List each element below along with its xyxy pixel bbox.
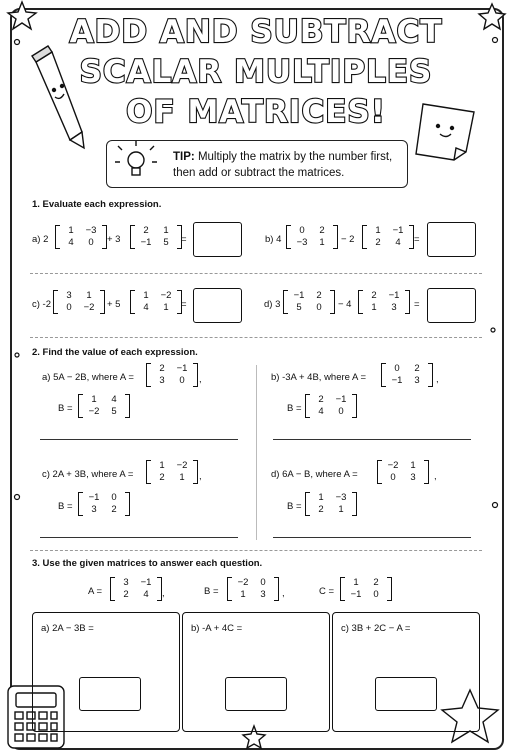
- bracket-right: [125, 394, 130, 418]
- matrix-b-label: B =: [204, 586, 219, 597]
- q1a-equals: =: [181, 234, 187, 245]
- bracket-right: [424, 460, 429, 484]
- q2c-expression: c) 2A + 3B, where A =: [42, 469, 134, 480]
- matrix-entry: 1: [338, 504, 344, 515]
- q1d-prefix: d) 3: [264, 299, 281, 310]
- matrix-entry: 1: [353, 577, 359, 588]
- answer-line[interactable]: [40, 537, 238, 538]
- matrix-entry: 0: [260, 577, 266, 588]
- bracket-right: [100, 290, 105, 314]
- matrix: [305, 394, 357, 418]
- q1c-equals: =: [181, 299, 187, 310]
- title-line-2: SCALAR MULTIPLES: [79, 54, 433, 90]
- matrix-entry: 4: [68, 237, 74, 248]
- matrix-entry: 0: [179, 375, 185, 386]
- q1b-op: − 2: [341, 234, 355, 245]
- matrix-entry: −2: [88, 406, 100, 417]
- matrix-entry: 2: [318, 504, 324, 515]
- matrix-entry: −1: [392, 225, 404, 236]
- bracket-left: [130, 225, 135, 249]
- q1d-op: − 4: [338, 299, 352, 310]
- divider: [30, 337, 482, 338]
- matrix-entry: 1: [375, 225, 381, 236]
- matrix-entry: 3: [414, 375, 420, 386]
- matrix-entry: 1: [163, 225, 169, 236]
- q2c-b-label: B =: [58, 501, 73, 512]
- matrix-entry: 2: [375, 237, 381, 248]
- bracket-right: [333, 225, 338, 249]
- matrix-entry: −2: [237, 577, 249, 588]
- bracket-left: [305, 492, 310, 516]
- bracket-right: [193, 460, 198, 484]
- answer-box[interactable]: [427, 288, 476, 323]
- matrix-entry: −2: [160, 290, 172, 301]
- matrix-entry: 3: [410, 472, 416, 483]
- comma: ,: [162, 588, 165, 599]
- q2a-expression: a) 5A − 2B, where A =: [42, 372, 134, 383]
- matrix-entry: 0: [299, 225, 305, 236]
- answer-box[interactable]: [79, 677, 141, 711]
- bracket-left: [146, 363, 151, 387]
- matrix-entry: 0: [373, 589, 379, 600]
- q2d-b-label: B =: [287, 501, 302, 512]
- matrix-entry: 2: [159, 472, 165, 483]
- matrix: [358, 290, 410, 314]
- matrix-entry: 0: [66, 302, 72, 313]
- matrix-entry: 1: [240, 589, 246, 600]
- matrix-entry: 0: [338, 406, 344, 417]
- question-card-a: [32, 612, 180, 732]
- matrix-entry: 4: [395, 237, 401, 248]
- matrix-entry: 3: [391, 302, 397, 313]
- answer-box[interactable]: [225, 677, 287, 711]
- matrix: [78, 394, 130, 418]
- q1b-prefix: b) 4: [265, 234, 282, 245]
- matrix: [130, 290, 182, 314]
- matrix-entry: 5: [296, 302, 302, 313]
- tip-text: [173, 149, 403, 181]
- matrix-entry: −1: [335, 394, 347, 405]
- bracket-left: [362, 225, 367, 249]
- matrix-entry: 1: [371, 302, 377, 313]
- matrix-a-label: A =: [88, 586, 102, 597]
- bracket-left: [146, 460, 151, 484]
- matrix-entry: −3: [335, 492, 347, 503]
- matrix-entry: 4: [143, 589, 149, 600]
- title-line-1: ADD AND SUBTRACT: [69, 14, 443, 50]
- bracket-left: [110, 577, 115, 601]
- question-card-c: [332, 612, 480, 732]
- matrix-entry: 3: [123, 577, 129, 588]
- matrix-entry: 2: [414, 363, 420, 374]
- q3b-label: b) -A + 4C =: [191, 623, 243, 634]
- matrix-entry: 4: [318, 406, 324, 417]
- matrix-entry: 1: [179, 472, 185, 483]
- matrix-entry: 1: [163, 302, 169, 313]
- q3a-label: a) 2A − 3B =: [41, 623, 94, 634]
- matrix-entry: 3: [66, 290, 72, 301]
- divider: [30, 273, 482, 274]
- bracket-right: [387, 577, 392, 601]
- column-divider: [256, 365, 257, 540]
- matrix-entry: 1: [143, 290, 149, 301]
- bracket-left: [78, 394, 83, 418]
- matrix-entry: 0: [111, 492, 117, 503]
- q1c-prefix: c) -2: [32, 299, 51, 310]
- matrix-entry: −1: [140, 237, 152, 248]
- bracket-left: [78, 492, 83, 516]
- matrix-entry: −1: [293, 290, 305, 301]
- tip-label: TIP:: [173, 151, 195, 163]
- matrix-entry: 3: [159, 375, 165, 386]
- matrix-entry: −1: [391, 375, 403, 386]
- q2d-expression: d) 6A − B, where A =: [271, 469, 358, 480]
- q2b-b-label: B =: [287, 403, 302, 414]
- q1a-prefix: a) 2: [32, 234, 49, 245]
- section-3-heading: 3. Use the given matrices to answer each question.: [32, 558, 263, 569]
- bracket-right: [405, 290, 410, 314]
- matrix-entry: 0: [390, 472, 396, 483]
- matrix-entry: 2: [316, 290, 322, 301]
- answer-line[interactable]: [40, 439, 238, 440]
- matrix-entry: −2: [176, 460, 188, 471]
- matrix-entry: −1: [388, 290, 400, 301]
- matrix-entry: 1: [159, 460, 165, 471]
- matrix: [381, 363, 433, 387]
- comma: ,: [436, 374, 439, 385]
- matrix-entry: 2: [159, 363, 165, 374]
- matrix: [377, 460, 429, 484]
- answer-box[interactable]: [193, 222, 242, 257]
- answer-box[interactable]: [193, 288, 242, 323]
- q2b-expression: b) -3A + 4B, where A =: [271, 372, 367, 383]
- title-line-3: OF MATRICES!: [126, 94, 386, 130]
- bracket-left: [377, 460, 382, 484]
- answer-box[interactable]: [427, 222, 476, 257]
- bracket-right: [352, 492, 357, 516]
- matrix-entry: 4: [143, 302, 149, 313]
- matrix: [227, 577, 279, 601]
- matrix-entry: 4: [111, 394, 117, 405]
- bracket-right: [428, 363, 433, 387]
- bracket-right: [193, 363, 198, 387]
- matrix-entry: 2: [123, 589, 129, 600]
- bracket-right: [274, 577, 279, 601]
- q2a-b-label: B =: [58, 403, 73, 414]
- matrix-entry: 1: [68, 225, 74, 236]
- comma: ,: [282, 588, 285, 599]
- q1d-equals: =: [414, 299, 420, 310]
- bracket-left: [227, 577, 232, 601]
- matrix-entry: −1: [88, 492, 100, 503]
- matrix: [146, 363, 198, 387]
- divider: [30, 550, 482, 551]
- tip-box: [106, 140, 408, 188]
- bracket-left: [130, 290, 135, 314]
- bracket-left: [381, 363, 386, 387]
- matrix-entry: 2: [143, 225, 149, 236]
- matrix-entry: 1: [86, 290, 92, 301]
- matrix-entry: 0: [394, 363, 400, 374]
- matrix: [305, 492, 357, 516]
- bracket-left: [340, 577, 345, 601]
- bracket-left: [305, 394, 310, 418]
- matrix-entry: −3: [296, 237, 308, 248]
- tip-body: Multiply the matrix by the number first, then add or subtract the matrices.: [173, 151, 393, 179]
- answer-line[interactable]: [273, 439, 471, 440]
- matrix: [283, 290, 335, 314]
- matrix: [130, 225, 182, 249]
- matrix-entry: −2: [387, 460, 399, 471]
- q1a-op: + 3: [107, 234, 121, 245]
- matrix-entry: 5: [163, 237, 169, 248]
- matrix-entry: 2: [371, 290, 377, 301]
- matrix-entry: 2: [319, 225, 325, 236]
- q3c-label: c) 3B + 2C − A =: [341, 623, 411, 634]
- section-2-heading: 2. Find the value of each expression.: [32, 347, 198, 358]
- bracket-right: [330, 290, 335, 314]
- bracket-left: [286, 225, 291, 249]
- matrix-entry: 2: [111, 504, 117, 515]
- answer-line[interactable]: [273, 537, 471, 538]
- matrix: [55, 225, 107, 249]
- matrix-entry: 1: [318, 492, 324, 503]
- matrix-entry: 1: [319, 237, 325, 248]
- q1c-op: + 5: [107, 299, 121, 310]
- bracket-left: [53, 290, 58, 314]
- matrix-entry: 1: [91, 394, 97, 405]
- matrix-entry: −3: [85, 225, 97, 236]
- matrix: [53, 290, 105, 314]
- matrix-entry: 2: [318, 394, 324, 405]
- bracket-right: [125, 492, 130, 516]
- matrix-entry: −2: [83, 302, 95, 313]
- matrix: [146, 460, 198, 484]
- matrix-entry: −1: [176, 363, 188, 374]
- question-card-b: [182, 612, 330, 732]
- matrix: [362, 225, 414, 249]
- matrix-entry: 3: [91, 504, 97, 515]
- matrix-entry: −1: [140, 577, 152, 588]
- matrix-entry: −1: [350, 589, 362, 600]
- matrix-entry: 0: [88, 237, 94, 248]
- matrix: [340, 577, 392, 601]
- matrix-entry: 0: [316, 302, 322, 313]
- matrix-entry: 2: [373, 577, 379, 588]
- section-1-heading: 1. Evaluate each expression.: [32, 199, 162, 210]
- bracket-left: [283, 290, 288, 314]
- matrix: [110, 577, 162, 601]
- bracket-left: [358, 290, 363, 314]
- bracket-left: [55, 225, 60, 249]
- matrix-entry: 5: [111, 406, 117, 417]
- matrix: [286, 225, 338, 249]
- comma: ,: [434, 471, 437, 482]
- matrix: [78, 492, 130, 516]
- q1b-equals: =: [414, 234, 420, 245]
- answer-box[interactable]: [375, 677, 437, 711]
- matrix-entry: 1: [410, 460, 416, 471]
- comma: ,: [199, 374, 202, 385]
- matrix-c-label: C =: [319, 586, 335, 597]
- bracket-right: [352, 394, 357, 418]
- comma: ,: [199, 471, 202, 482]
- matrix-entry: 3: [260, 589, 266, 600]
